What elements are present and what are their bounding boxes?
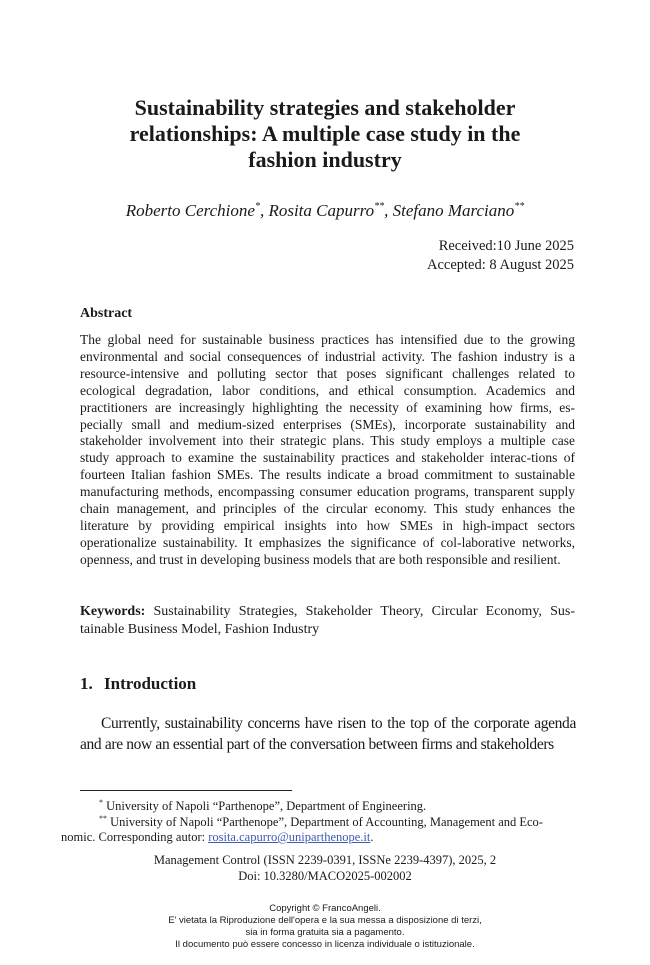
title-line: relationships: A multiple case study in the [129,121,521,146]
footnote-text: nomic. Corresponding autor: [61,830,209,844]
footnote [80,799,576,815]
copyright-line: Il documento può essere concesso in licenza individuale o istituzionale. [175,939,475,950]
journal-info [0,853,650,884]
intro-paragraph [80,713,576,755]
abstract-line: responsible and resilient. [426,551,561,567]
footnote-mark: * [254,201,260,212]
abstract-line: is a resource-intensive and polluting sector that poses significant challenges related [80,348,575,381]
title-line: fashion industry [248,147,402,172]
footnote-mark: ** [99,813,107,823]
author-separator: , [384,201,393,220]
footnote-text: University of Napoli “Parthenope”, Department of Engineering. [103,799,427,813]
received-date: Received:10 June 2025 [438,238,574,254]
doi: Doi: 10.3280/MACO2025-002002 [238,868,412,883]
author-list [0,200,650,222]
abstract-line: to ecological degradation, labor conditions, and ethical consumption. Academics and [80,365,576,398]
abstract-line: tions of fourteen Italian fashion SMEs. The results indicate a broad commitment to [80,450,575,483]
section-number: 1. [80,674,93,693]
abstract-body [80,332,575,569]
keywords-label: Keywords: [80,604,146,619]
footnote-mark: ** [374,201,385,212]
abstract-line: impact sectors operationalize sustainability. It emphasizes the significance of col- [80,517,575,550]
abstract-line: environmental and social consequences of industrial activity. The fashion industry [80,348,548,364]
keywords [80,603,575,638]
section-title: Introduction [104,674,197,693]
abstract-line: study enhances the literature by providing empirical insights into how SMEs in high- [80,501,575,533]
author-name: Roberto Cerchione [125,201,255,220]
footnotes [61,798,576,846]
corresponding-email-link[interactable]: rosita.capurro@uniparthenope.it [208,830,371,844]
abstract-line: transparent supply chain management, and principles of the circular economy. This [80,484,576,517]
journal-citation: Management Control (ISSN 2239-0391, ISSNe 2239-4397), 2025, 2 [153,853,497,867]
footnote-mark: * [99,798,103,807]
paper-title [90,95,560,173]
abstract-line: The global need for sustainable business practices has intensified due to the growing [80,332,575,347]
footnote-divider [80,790,292,791]
accepted-date: Accepted: 8 August 2025 [427,257,574,273]
copyright-line: E' vietata la Riproduzione dell'opera e la sua messa a disposizione di terzi, [168,915,482,926]
footnote-text: . [370,830,374,844]
intro-line: and are now an essential part of the conversation between firms and stakeholders [80,736,554,753]
author-name: Rosita Capurro [268,201,375,220]
copyright-line: Copyright © FrancoAngeli. [269,903,381,914]
title-line: Sustainability strategies and stakeholder [134,95,516,120]
abstract-heading: Abstract [80,306,133,321]
abstract-line: case study approach to examine the sustainability practices and stakeholder interac- [80,433,575,466]
abstract-line: laborative networks, openness, and trust in developing business models that are both [80,534,575,567]
abstract-line: pecially small and medium-sized enterprises (SMEs), incorporate sustainability and [80,416,575,432]
keywords-text: tainable Business Model, Fashion Industry [80,621,320,637]
intro-line: Currently, sustainability concerns have risen to the top of the corporate agenda [101,715,576,732]
keywords-text: Sustainability Strategies, Stakeholder Theory, Circular Economy, Sus- [145,604,575,619]
abstract-line: practitioners are increasingly highlighting the necessity of examining how firms, es- [80,399,575,415]
footnote [61,813,576,846]
author-name: Stefano Marciano [392,201,515,220]
abstract-line: stakeholder involvement into their strategic plans. This study employs a multiple [80,433,546,449]
copyright-line: sia in forma gratuita sia a pagamento. [245,927,405,938]
copyright-notice [0,903,650,951]
footnote-text: University of Napoli “Parthenope”, Department of Accounting, Management and Eco- [107,814,543,829]
abstract-line: sustainable manufacturing methods, encompassing consumer education programs, [80,467,576,500]
section-heading [80,674,196,694]
submission-dates [427,237,574,275]
author-separator: , [259,201,269,220]
footnote-mark: ** [514,201,525,212]
